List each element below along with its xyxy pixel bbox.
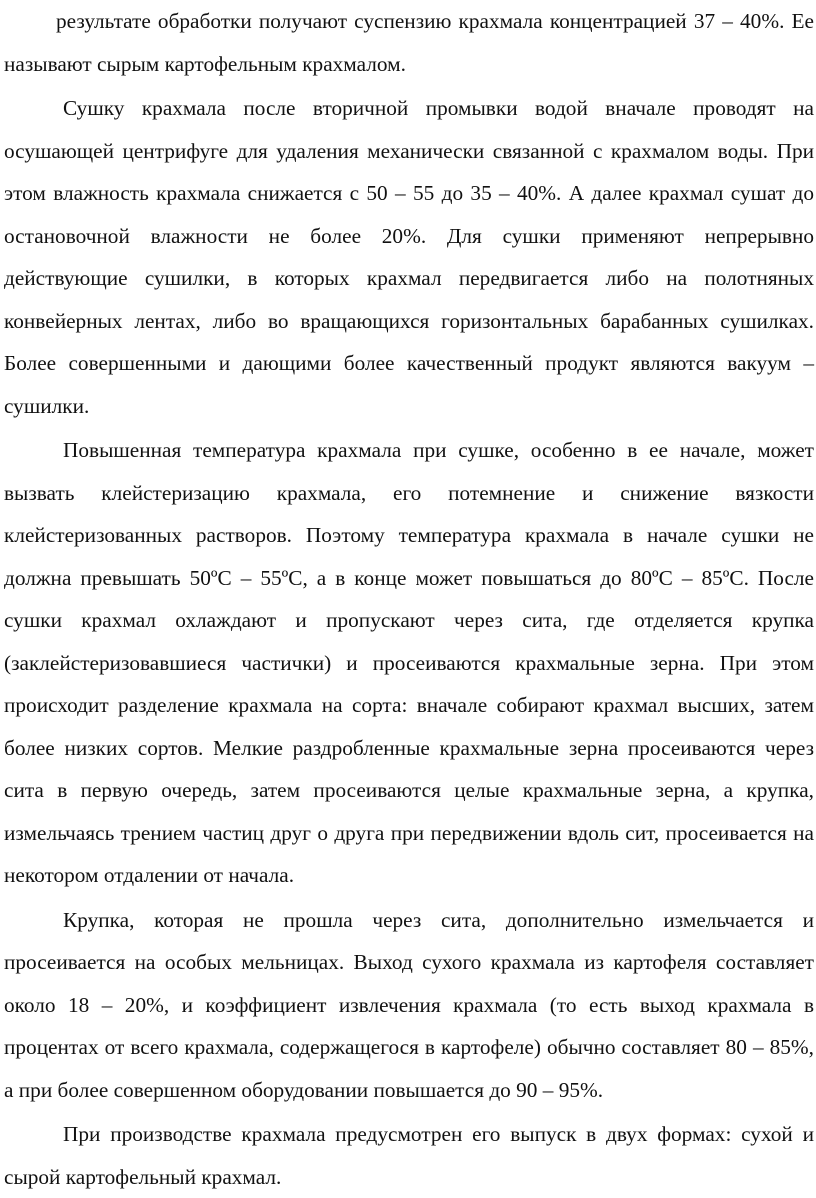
paragraph-4: Крупка, которая не прошла через сита, дополнительно измельчается и просеивается на особых мельницах. Выход сухого крахмала из картофеля составляет около 18 – 20%, и коэффициент извлечения крахмала (то есть выход крахмала в процентах от всего крахмала, содержащегося в картофеле) обычно составляет 80 – 85%, а при более совершенном оборудовании повышается до 90 – 95%. xyxy=(4,907,814,1102)
paragraph-3: Повышенная температура крахмала при сушке, особенно в ее начале, может вызвать клейстеризацию крахмала, его потемнение и снижение вязкости клейстеризованных растворов. Поэтому температура крахмала в начале сушки не должна превышать 50ºС – 55ºС, а в конце может повышаться до 80ºС – 85ºС. После сушки крахмал охлаждают и пропускают через сита, где отделяется крупка (заклейстеризовавшиеся частички) и просеиваются крахмальные зерна. При этом происходит разделение крахмала на сорта: вначале собирают крахмал высших, затем более низких сортов. Мелкие раздробленные крахмальные зерна просеиваются через сита в первую очередь, затем просеиваются целые крахмальные зерна, а крупка, измельчаясь трением частиц друг о друга при передвижении вдоль сит, просеивается на некотором отдалении от начала. xyxy=(4,438,814,887)
paragraph-5: При производстве крахмала предусмотрен его выпуск в двух формах: сухой и сырой картофельный крахмал. xyxy=(4,1122,814,1189)
paragraph-2: Сушку крахмала после вторичной промывки водой вначале проводят на осушающей центрифуге для удаления механически связанной с крахмалом воды. При этом влажность крахмала снижается с 50 – 55 до 35 – 40%. А далее крахмал сушат до остановочной влажности не более 20%. Для сушки применяют непрерывно действующие сушилки, в которых крахмал передвигается либо на полотняных конвейерных лентах, либо во вращающихся горизонтальных барабанных сушилках. Более совершенными и дающими более качественный продукт являются вакуум – сушилки. xyxy=(4,96,814,418)
paragraph-1: результате обработки получают суспензию крахмала концентрацией 37 – 40%. Ее называют сырым картофельным крахмалом. xyxy=(4,9,814,76)
document-body xyxy=(4,0,814,1198)
